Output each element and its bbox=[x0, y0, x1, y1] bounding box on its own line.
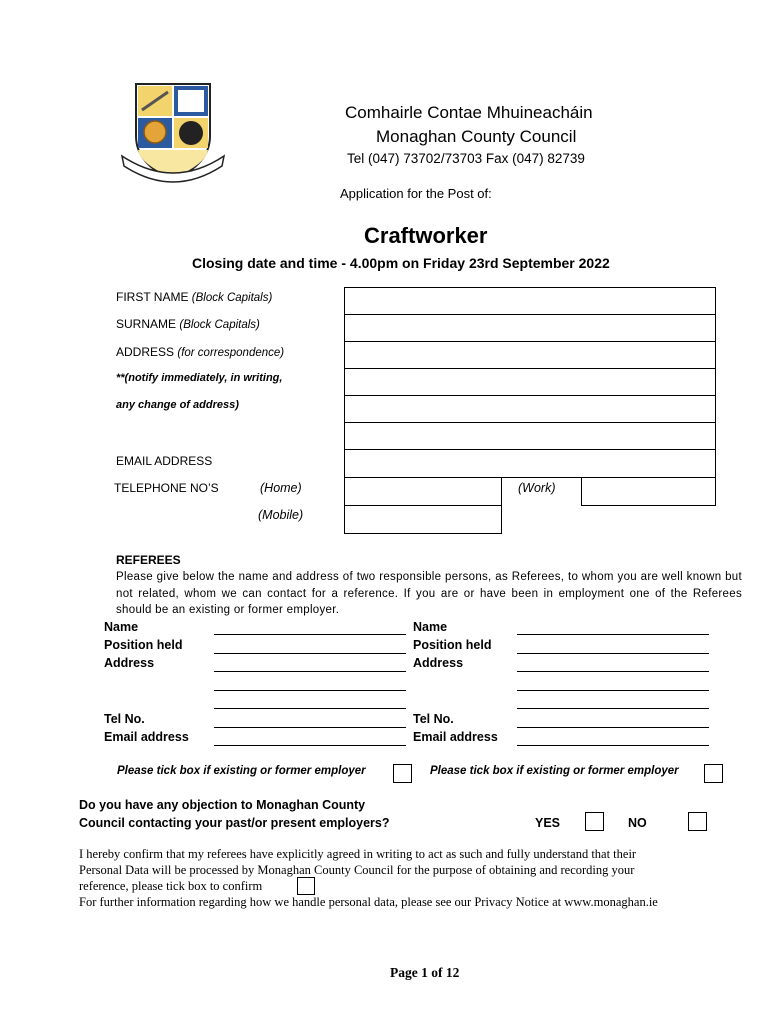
referee1-email-label: Email address bbox=[104, 730, 189, 744]
yes-checkbox[interactable] bbox=[585, 812, 604, 831]
no-label: NO bbox=[628, 816, 647, 830]
home-phone-label: (Home) bbox=[260, 481, 302, 495]
objection-question-line-1: Do you have any objection to Monaghan County bbox=[79, 798, 366, 812]
referee2-position-line[interactable] bbox=[517, 653, 709, 654]
consent-checkbox[interactable] bbox=[297, 877, 315, 895]
referee2-email-label: Email address bbox=[413, 730, 498, 744]
referee1-employer-tick-label: Please tick box if existing or former employer bbox=[117, 765, 366, 777]
referee2-address-line[interactable] bbox=[517, 671, 709, 672]
referee1-address-line[interactable] bbox=[214, 708, 406, 709]
referee2-address-label: Address bbox=[413, 656, 464, 670]
referee2-name-line[interactable] bbox=[517, 634, 709, 635]
council-name-english: Monaghan County Council bbox=[376, 127, 577, 146]
mobile-phone-field[interactable] bbox=[344, 505, 502, 534]
referee1-name-label: Name bbox=[104, 620, 139, 634]
referee2-position-label: Position held bbox=[413, 638, 492, 652]
referee1-position-label: Position held bbox=[104, 638, 183, 652]
surname-label: SURNAME (Block Capitals) bbox=[116, 317, 260, 331]
closing-date: Closing date and time - 4.00pm on Friday 23rd September 2022 bbox=[192, 255, 610, 271]
referees-heading: REFEREES bbox=[116, 553, 181, 567]
work-phone-label: (Work) bbox=[518, 481, 556, 495]
email-field[interactable] bbox=[344, 449, 716, 478]
crest-icon bbox=[118, 80, 228, 192]
referee2-employer-checkbox[interactable] bbox=[704, 764, 723, 783]
referee2-employer-tick-label: Please tick box if existing or former employer bbox=[430, 765, 679, 777]
yes-label: YES bbox=[535, 816, 561, 830]
post-title: Craftworker bbox=[364, 223, 488, 248]
referee2-address-line[interactable] bbox=[517, 708, 709, 709]
address-field-line-2[interactable] bbox=[344, 368, 716, 396]
surname-field[interactable] bbox=[344, 314, 716, 342]
referee2-name-label: Name bbox=[413, 620, 448, 634]
notify-note-1: **(notify immediately, in writing, bbox=[116, 372, 283, 384]
referee2-tel-line[interactable] bbox=[517, 727, 709, 728]
objection-question-line-2: Council contacting your past/or present employers? bbox=[79, 816, 390, 830]
referee1-address-line[interactable] bbox=[214, 671, 406, 672]
council-crest bbox=[118, 80, 228, 192]
no-checkbox[interactable] bbox=[688, 812, 707, 831]
referee1-address-line[interactable] bbox=[214, 690, 406, 691]
application-for: Application for the Post of: bbox=[340, 186, 492, 201]
page-number: Page 1 of 12 bbox=[390, 965, 460, 980]
referee2-email-line[interactable] bbox=[517, 745, 709, 746]
consent-line-2: Personal Data will be processed by Monaghan County Council for the purpose of obtaining and recording your bbox=[79, 863, 635, 877]
referee1-address-label: Address bbox=[104, 656, 155, 670]
referees-intro: Please give below the name and address of two responsible persons, as Referees, to whom you are well known but not related, whom we can contact for a reference. If you are or have been in employment one of the Referees should be an existing or former employer. bbox=[116, 571, 742, 616]
home-phone-field[interactable] bbox=[344, 477, 502, 506]
address-field-line-3[interactable] bbox=[344, 395, 716, 423]
address-field-line-4[interactable] bbox=[344, 422, 716, 450]
email-label: EMAIL ADDRESS bbox=[116, 454, 213, 468]
consent-line-1: I hereby confirm that my referees have explicitly agreed in writing to act as such and fully understand that their bbox=[79, 847, 637, 861]
consent-line-3: reference, please tick box to confirm bbox=[79, 879, 263, 893]
council-contact: Tel (047) 73702/73703 Fax (047) 82739 bbox=[347, 151, 585, 166]
referee1-position-line[interactable] bbox=[214, 653, 406, 654]
council-name-irish: Comhairle Contae Mhuineacháin bbox=[345, 103, 593, 122]
privacy-notice-line: For further information regarding how we handle personal data, please see our Privacy Notice at www.monaghan.ie bbox=[79, 895, 658, 909]
referee2-address-line[interactable] bbox=[517, 690, 709, 691]
mobile-phone-label: (Mobile) bbox=[258, 508, 304, 522]
address-field-line-1[interactable] bbox=[344, 341, 716, 369]
telephone-label: TELEPHONE NO’S bbox=[114, 481, 219, 495]
first-name-label: FIRST NAME (Block Capitals) bbox=[116, 290, 273, 304]
referee1-email-line[interactable] bbox=[214, 745, 406, 746]
referee1-tel-line[interactable] bbox=[214, 727, 406, 728]
referee2-tel-label: Tel No. bbox=[413, 712, 454, 726]
notify-note-2: any change of address) bbox=[116, 399, 239, 411]
referee1-name-line[interactable] bbox=[214, 634, 406, 635]
first-name-field[interactable] bbox=[344, 287, 716, 315]
address-label: ADDRESS (for correspondence) bbox=[116, 345, 285, 359]
referee1-employer-checkbox[interactable] bbox=[393, 764, 412, 783]
work-phone-field[interactable] bbox=[581, 477, 716, 506]
referee1-tel-label: Tel No. bbox=[104, 712, 145, 726]
